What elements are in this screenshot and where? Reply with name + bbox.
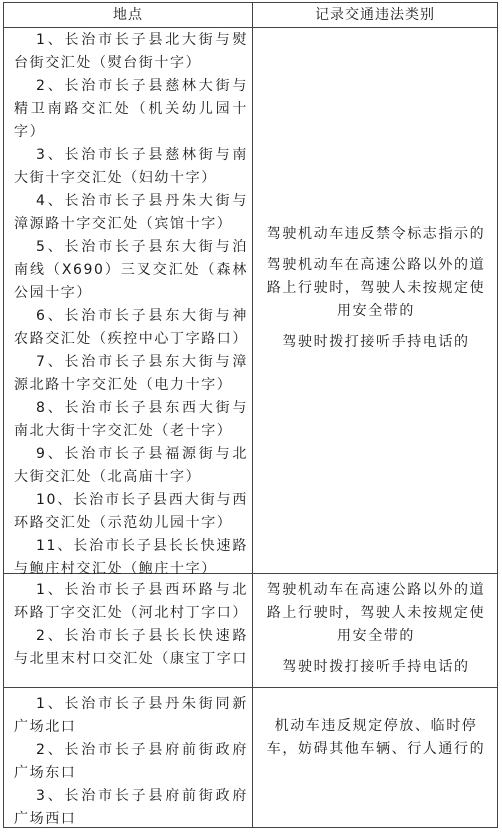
row-divider <box>4 687 497 688</box>
group-1-locations <box>14 29 248 581</box>
violation-item: 驾驶机动车在高速公路以外的道路上行驶时，驾驶人未按规定使用安全带的 <box>266 257 486 319</box>
violation-item: 驾驶时拨打接听手持电话的 <box>282 334 470 350</box>
location-item: 1、长治市长子县西环路与北环路丁字交汇处（河北村丁字口） <box>14 582 248 621</box>
row-divider <box>4 27 497 28</box>
location-item: 2、长治市长子县长长快速路与北里末村口交汇处（康宝丁字口 <box>14 628 248 667</box>
column-divider <box>252 3 253 827</box>
group-2-violations <box>260 579 492 679</box>
location-item: 7、长治市长子县东大街与漳源北路十字交汇处（电力十字） <box>14 354 248 393</box>
violation-item: 驾驶时拨打接听手持电话的 <box>282 659 470 675</box>
location-item: 3、长治市长子县慈林街与南大街十字交汇处（妇幼十字） <box>14 147 248 186</box>
violation-item: 驾驶机动车在高速公路以外的道路上行驶时，驾驶人未按规定使用安全带的 <box>266 582 486 644</box>
location-item: 2、长治市长子县府前街政府广场东口 <box>14 742 248 781</box>
location-item: 4、长治市长子县丹朱大街与漳源路十字交汇处（宾馆十字） <box>14 193 248 232</box>
location-item: 6、长治市长子县东大街与神农路交汇处（疾控中心丁字路口） <box>14 308 248 347</box>
location-item: 10、长治市长子县西大街与西环路交汇处（示范幼儿园十字） <box>14 492 248 531</box>
location-item: 5、长治市长子县东大街与泊南线（X690）三叉交汇处（森林公园十字） <box>14 239 248 301</box>
traffic-violation-table <box>3 2 498 828</box>
group-2-locations <box>14 579 248 671</box>
location-item: 9、长治市长子县福源街与北大街交汇处（北高庙十字） <box>14 446 248 485</box>
location-item: 11、长治市长子县长长快速路与鲍庄村交汇处（鲍庄十字） <box>14 538 248 577</box>
header-violation-type: 记录交通违法类别 <box>315 7 435 23</box>
violation-item: 驾驶机动车违反禁令标志指示的 <box>266 226 486 242</box>
group-3-violations <box>260 715 492 761</box>
location-item: 2、长治市长子县慈林大街与精卫南路交汇处（机关幼儿园十字） <box>14 78 248 140</box>
group-3-locations <box>14 693 248 831</box>
header-location: 地点 <box>113 7 143 23</box>
group-1-violations <box>260 223 492 354</box>
violation-item: 机动车违反规定停放、临时停车，妨碍其他车辆、行人通行的 <box>266 718 486 757</box>
location-item: 1、长治市长子县丹朱街同新广场北口 <box>14 696 248 735</box>
location-item: 1、长治市长子县北大街与熨台街交汇处（熨台街十字） <box>14 32 248 71</box>
location-item: 3、长治市长子县府前街政府广场西口 <box>14 788 248 827</box>
location-item: 8、长治市长子县东西大街与南北大街十字交汇处（老十字） <box>14 400 248 439</box>
